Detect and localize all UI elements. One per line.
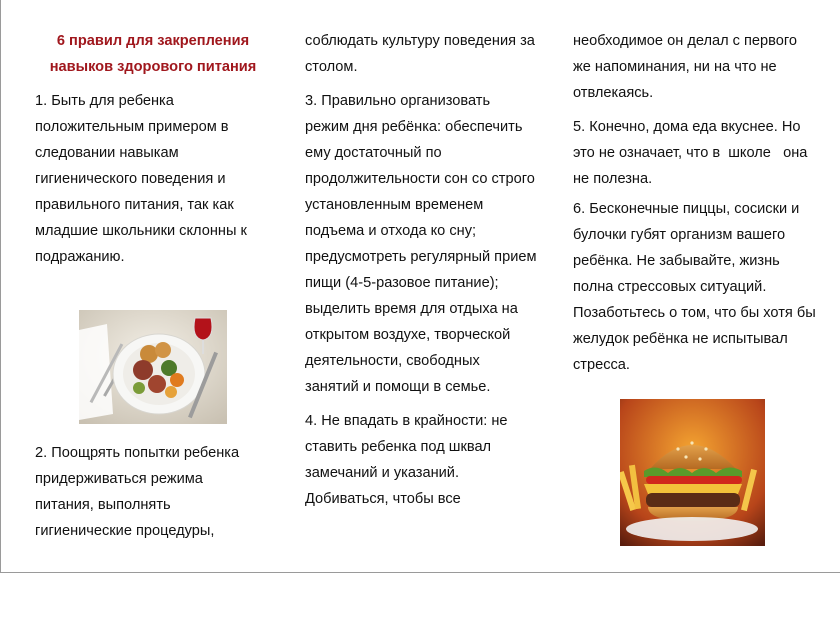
rule-4-continued: необходимое он делал с первого же напоминания, ни на что не отвлекаясь. (573, 33, 797, 101)
column-1-bottom (35, 440, 260, 544)
rule-2: 2. Поощрять попытки ребенка придерживаться режима питания, выполнять гигиенические процедуры, (35, 445, 240, 539)
hamburger-image (620, 399, 765, 546)
column-2 (305, 28, 537, 512)
rule-4: 4. Не впадать в крайности: не ставить ребенка под шквал замечаний и указаний. Добиваться, чтобы все (305, 413, 508, 507)
rule-3: 3. Правильно организовать режим дня ребёнка: обеспечить ему достаточный по продолжительности сон со строго установленным временем подъема и отхода ко сну; предусмотреть регулярный прием пищи (4-5-разовое питание); выделить время для отдыха на открытом воздухе, творческой деятельности, свободных занятий и помощи в семье. (305, 93, 537, 395)
rule-6: 6. Бесконечные пиццы, сосиски и булочки губят организм вашего ребёнка. Не забывайте, жизнь полна стрессовых ситуаций. Позаботьтесь о том, что бы хотя бы желудок ребёнка не испытывал стресса. (573, 201, 816, 373)
rule-5: 5. Конечно, дома еда вкуснее. Но это не означает, что в школе она не полезна. (573, 119, 812, 187)
page-title: 6 правил для закрепления навыков здорового питания (49, 33, 257, 75)
rule-1: 1. Быть для ребенка положительным примером в следовании навыкам гигиенического поведения и правильного питания, так как младшие школьники склонны к подражанию. (35, 93, 247, 265)
column-1 (35, 28, 260, 270)
column-3 (573, 28, 818, 378)
plate-of-food-image (79, 310, 227, 424)
rule-2-continued: соблюдать культуру поведения за столом. (305, 33, 535, 75)
